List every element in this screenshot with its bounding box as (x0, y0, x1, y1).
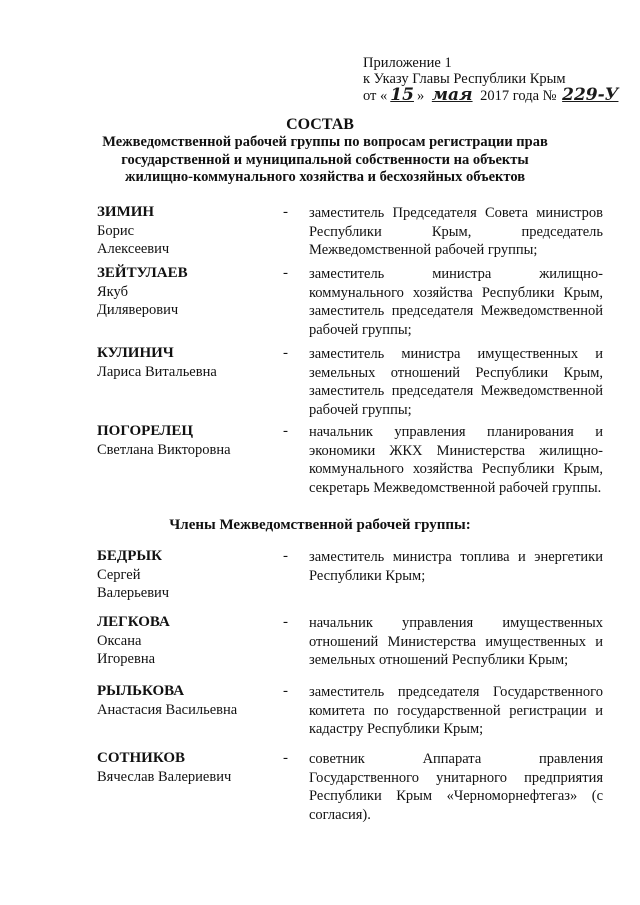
member-role: заместитель министра имущественных и земельных отношений Республики Крым, заместитель председателя Межведомственной рабочей группы; (309, 346, 603, 418)
handwritten-decree-number: 229-У (562, 85, 619, 105)
member-role: заместитель Председателя Совета министров Республики Крым, председатель Межведомственной рабочей группы; (309, 205, 603, 258)
member-role: заместитель министра жилищно-коммунального хозяйства Республики Крым, заместитель председателя Межведомственной рабочей группы; (309, 266, 603, 338)
member-role: начальник управления имущественных отношений Министерства имущественных и земельных отношений Республики Крым; (309, 615, 603, 668)
member-dash: - (283, 750, 288, 766)
member-role: начальник управления планирования и экономики ЖКХ Министерства жилищно-коммунального хозяйства Республики Крым, секретарь Межведомственной рабочей группы. (309, 424, 603, 496)
member-surname: ПОГОРЕЛЕЦ (97, 423, 193, 439)
handwritten-month: мая (431, 85, 473, 105)
member-role: советник Аппарата правления Государственного унитарного предприятия Республики Крым «Черноморнефтегаз» (с согласия). (309, 751, 603, 823)
member-given-name: Анастасия Васильевна (97, 701, 238, 718)
appendix-block (363, 55, 618, 104)
members-heading: Члены Межведомственной рабочей группы: (169, 517, 471, 533)
member-surname: БЕДРЫК (97, 548, 163, 564)
member-dash: - (283, 423, 288, 439)
member-surname: КУЛИНИЧ (97, 345, 174, 361)
member-given-name: Вячеслав Валериевич (97, 768, 232, 785)
member-dash: - (283, 265, 288, 281)
member-given-name: Борис Алексеевич (97, 222, 170, 257)
member-dash: - (283, 683, 288, 699)
handwritten-day: 15 (390, 85, 414, 105)
document-subtitle: Межведомственной рабочей группы по вопросам регистрации прав государственной и муниципальной собственности на объекты жилищно-коммунального хозяйства и бесхозяйных объектов (102, 134, 548, 185)
member-surname: ЗЕЙТУЛАЕВ (97, 265, 188, 281)
member-given-name: Лариса Витальевна (97, 363, 217, 380)
member-given-name: Светлана Викторовна (97, 441, 231, 458)
member-surname: СОТНИКОВ (97, 750, 186, 766)
member-dash: - (283, 614, 288, 630)
appendix-line1: Приложение 1 (363, 55, 452, 71)
member-role: заместитель председателя Государственного комитета по государственной регистрации и кадастру Республики Крым; (309, 684, 603, 737)
member-given-name: Сергей Валерьевич (97, 566, 170, 601)
member-given-name: Оксана Игоревна (97, 632, 156, 667)
appendix-date-line (363, 87, 618, 104)
year-text: 2017 года № (480, 88, 557, 104)
date-prefix: от « (363, 88, 388, 104)
member-role: заместитель министра топлива и энергетики Республики Крым; (309, 549, 603, 584)
member-surname: ЛЕГКОВА (97, 614, 170, 630)
member-dash: - (283, 548, 288, 564)
date-mid: » (416, 88, 425, 104)
member-dash: - (283, 204, 288, 220)
document-title: СОСТАВ (286, 116, 354, 133)
member-surname: ЗИМИН (97, 204, 155, 220)
member-surname: РЫЛЬКОВА (97, 683, 185, 699)
member-dash: - (283, 345, 288, 361)
member-given-name: Якуб Диляверович (97, 283, 179, 318)
appendix-line2: к Указу Главы Республики Крым (363, 71, 566, 87)
